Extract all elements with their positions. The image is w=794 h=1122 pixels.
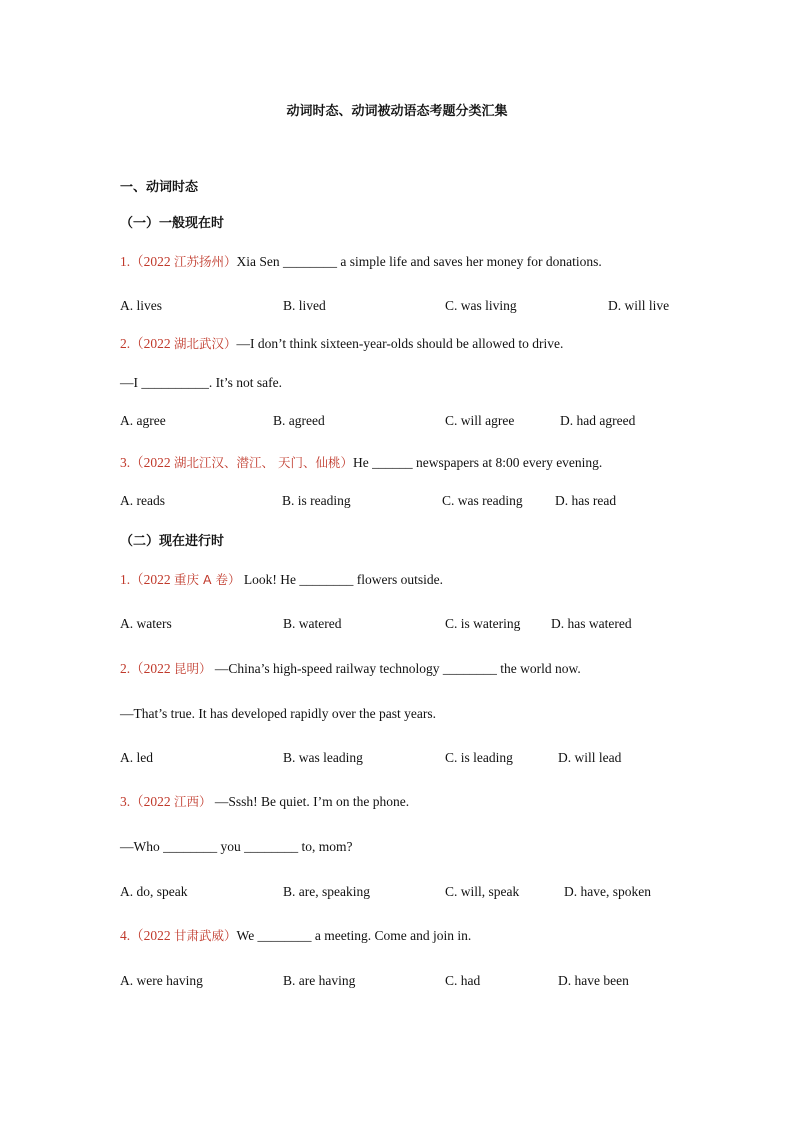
question-4-stem: [120, 572, 443, 588]
option-b: B. watered: [283, 616, 342, 631]
option-a: A. lives: [120, 298, 162, 313]
question-5-stem: [120, 661, 581, 677]
question-6-reply: —Who ________ you ________ to, mom?: [120, 839, 353, 854]
option-b: B. agreed: [273, 413, 325, 428]
question-1-options: [0, 298, 794, 314]
option-a: A. waters: [120, 616, 172, 631]
option-a: A. agree: [120, 413, 166, 428]
option-c: C. was living: [445, 298, 517, 313]
question-3-stem: [120, 455, 602, 471]
option-a: A. reads: [120, 493, 165, 508]
option-d: D. have been: [558, 973, 629, 988]
option-a: A. do, speak: [120, 884, 188, 899]
option-c: C. is watering: [445, 616, 521, 631]
option-a: A. were having: [120, 973, 203, 988]
question-2-options: [0, 413, 794, 429]
subsection-heading-present-continuous: （二）现在进行时: [120, 534, 225, 549]
question-text: Xia Sen ________ a simple life and saves her money for donations.: [236, 254, 602, 269]
question-text: —China’s high-speed railway technology ________ the world now.: [211, 661, 581, 676]
question-3-options: [0, 493, 794, 509]
option-d: D. has read: [555, 493, 617, 508]
question-source: 2.（2022 湖北武汉）: [120, 336, 237, 351]
question-source: 4.（2022 甘肃武威）: [120, 928, 237, 943]
option-b: B. is reading: [282, 493, 351, 508]
question-6-options: [0, 884, 794, 900]
question-source: 3.（2022 湖北江汉、潜江、 天门、仙桃）: [120, 455, 353, 470]
question-6-stem: [120, 794, 409, 810]
option-b: B. lived: [283, 298, 326, 313]
option-c: C. is leading: [445, 750, 513, 765]
question-text: Look! He ________ flowers outside.: [240, 572, 443, 587]
option-c: C. had: [445, 973, 481, 988]
option-b: B. are having: [283, 973, 356, 988]
question-1-stem: [120, 254, 602, 270]
option-a: A. led: [120, 750, 153, 765]
question-text: He ______ newspapers at 8:00 every evening.: [353, 455, 603, 470]
option-d: D. had agreed: [560, 413, 636, 428]
option-c: C. will agree: [445, 413, 515, 428]
question-7-options: [0, 973, 794, 989]
question-source: 1.（2022 重庆 A 卷）: [120, 572, 241, 587]
subsection-heading-simple-present: （一）一般现在时: [120, 216, 225, 231]
question-source: 2.（2022 昆明）: [120, 661, 212, 676]
question-source: 3.（2022 江西）: [120, 794, 212, 809]
question-text: We ________ a meeting. Come and join in.: [236, 928, 472, 943]
question-5-options: [0, 750, 794, 766]
option-b: B. are, speaking: [283, 884, 370, 899]
option-d: D. will lead: [558, 750, 622, 765]
question-source: 1.（2022 江苏扬州）: [120, 254, 237, 269]
option-d: D. has watered: [551, 616, 632, 631]
question-5-reply: —That’s true. It has developed rapidly over the past years.: [120, 706, 437, 721]
question-7-stem: [120, 928, 471, 944]
option-c: C. was reading: [442, 493, 523, 508]
option-b: B. was leading: [283, 750, 363, 765]
question-4-options: [0, 616, 794, 632]
option-d: D. will live: [608, 298, 670, 313]
option-d: D. have, spoken: [564, 884, 651, 899]
option-c: C. will, speak: [445, 884, 520, 899]
question-2-reply: —I __________. It’s not safe.: [120, 375, 282, 390]
question-text: —Sssh! Be quiet. I’m on the phone.: [211, 794, 410, 809]
question-text: —I don’t think sixteen-year-olds should be allowed to drive.: [236, 336, 564, 351]
section-heading-tense: 一、动词时态: [120, 180, 199, 195]
question-2-stem: [120, 336, 563, 352]
page-title: 动词时态、动词被动语态考题分类汇集: [286, 104, 508, 119]
